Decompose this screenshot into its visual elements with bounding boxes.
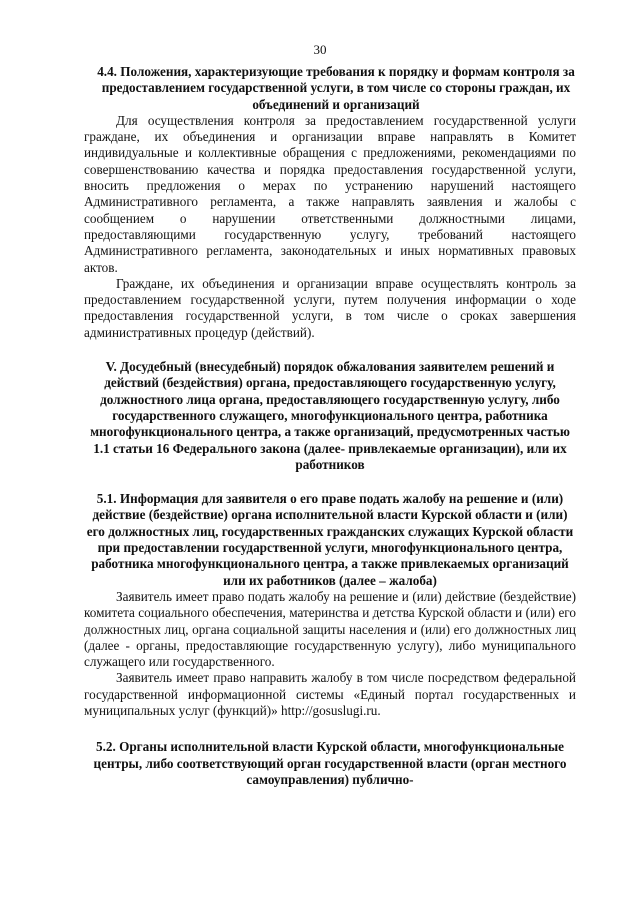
section-5-1-heading: 5.1. Информация для заявителя о его праве подать жалобу на решение и (или) действие (бездействие) органа исполнительной власти Курской области и (или) его должностных лиц, государственных гражданских служащих Курской области при предоставлении государственной услуги, многофункционального центра, работника многофункционального центра, а также привлекаемых организаций или их работников (далее – жалоба): [86, 491, 574, 588]
section-5-2-heading: 5.2. Органы исполнительной власти Курской области, многофункциональные центры, либо соответствующий орган государственной власти (орган местного самоуправления) публично-: [93, 739, 567, 787]
document-body: [84, 64, 576, 788]
section-5-1-paragraph-2: Заявитель имеет право направить жалобу в том числе посредством федеральной государственной информационной системы «Единый портал государственных и муниципальных услуг (функций)» http://gosuslugi.ru.: [84, 670, 576, 718]
section-5-1-paragraph-1: Заявитель имеет право подать жалобу на решение и (или) действие (бездействие) комитета социального обеспечения, материнства и детства Курской области и (или) его должностных лиц, органа социальной защиты населения и (или) его должностных лиц (далее - органы, предоставляющие государственную услугу), либо муниципального служащего или государственного.: [84, 588, 576, 670]
page-number: 30: [313, 42, 327, 57]
section-4-4-heading: 4.4. Положения, характеризующие требования к порядку и формам контроля за предоставлением государственной услуги, в том числе со стороны граждан, их объединений и организаций: [97, 64, 575, 112]
section-4-4-paragraph-2: Граждане, их объединения и организации вправе осуществлять контроль за предоставлением государственной услуги, путем получения информации о ходе предоставления государственной услуги, в том числе о сроках завершения административных процедур (действий).: [84, 275, 576, 340]
section-5-heading: V. Досудебный (внесудебный) порядок обжалования заявителем решений и действий (бездействия) органа, предоставляющего государственную услугу, должностного лица органа, предоставляющего государственную услугу, либо государственного служащего, многофункционального центра, работника многофункционального центра, а также организаций, предусмотренных частью 1.1 статьи 16 Федерального закона (далее- привлекаемые организации), или их работников: [90, 359, 570, 472]
section-4-4-paragraph-1: Для осуществления контроля за предоставлением государственной услуги граждане, их объединения и организации вправе направлять в Комитет индивидуальные и коллективные обращения с предложениями, рекомендациями по совершенствованию качества и порядка предоставления государственной услуги, вносить предложения о мерах по устранению нарушений настоящего Административного регламента, а также направлять заявления и жалобы с сообщением о нарушении ответственными должностными лицами, предоставляющими государственную услугу, требований настоящего Административного регламента, законодательных и иных нормативных правовых актов.: [84, 112, 576, 275]
